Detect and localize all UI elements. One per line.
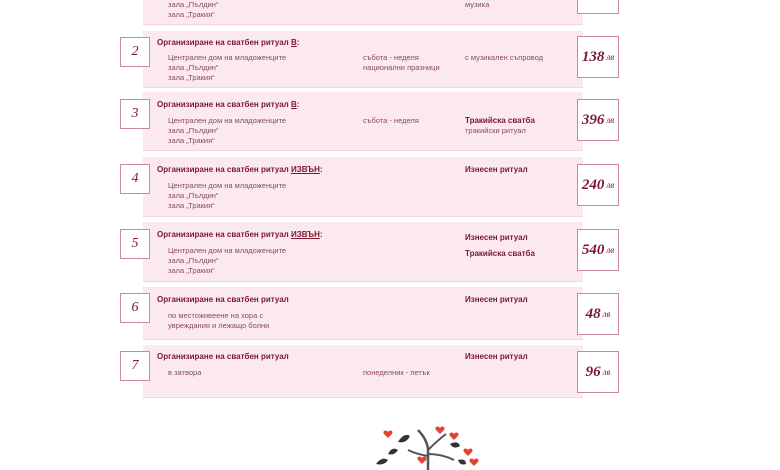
row-days: събота - неделя национални празници [363,53,440,72]
row-venues: Централен дом на младоженците зала „Пълдин“ зала „Тракия“ [168,246,287,275]
row-venues: в затвора [168,368,202,377]
row-extra: Изнесен ритуал [465,295,528,304]
price-amount: 540 [581,241,605,258]
row-extra: Изнесен ритуал Тракийска сватба [465,233,535,258]
row-extra: Изнесен ритуал [465,352,528,361]
price-currency: лв [606,115,615,125]
price-amount: 48 [585,305,601,322]
row-title: Организиране на сватбен ритуал [157,352,289,361]
row-venues: Централен дом на младоженците зала „Пълдин“ зала „Тракия“ [168,116,287,145]
price-box [577,0,619,14]
price-currency: лв [606,245,615,255]
row-number: 3 [120,99,150,129]
row-title: Организиране на сватбен ритуал ИЗВЪН: [157,230,323,239]
price-box [577,351,619,393]
price-amount: 138 [581,48,605,65]
row-venues: Централен дом на младоженците зала „Пълдин“ зала „Тракия“ [168,181,287,210]
price-box [577,99,619,141]
row-number: 7 [120,351,150,381]
price-currency: лв [606,52,615,62]
row-days: понеделник - петък [363,368,430,377]
row-number: 6 [120,293,150,323]
row-number: 2 [120,37,150,67]
row-title: Организиране на сватбен ритуал В: [157,100,300,109]
row-venues: зала „Пълдин“ зала „Тракия“ [168,0,219,19]
price-currency: лв [606,180,615,190]
row-title: Организиране на сватбен ритуал В: [157,38,300,47]
price-box [577,229,619,271]
row-number: 5 [120,229,150,259]
price-box [577,293,619,335]
price-currency: лв [602,367,611,377]
price-amount: 96 [585,363,601,380]
price-amount: 396 [581,111,605,128]
row-extra: музика [465,0,490,9]
row-extra: Тракийска сватба тракийски ритуал [465,116,535,135]
row-title: Организиране на сватбен ритуал [157,295,289,304]
row-title: Организиране на сватбен ритуал ИЗВЪН: [157,165,323,174]
row-venues: по местоживеене на хора с увреждания и лежащо болни [168,311,270,330]
row-number: 4 [120,164,150,194]
price-currency: лв [602,309,611,319]
heart-tree-decoration [368,420,488,470]
row-days: събота - неделя [363,116,419,125]
price-box [577,164,619,206]
row-extra: с музикален съпровод [465,53,543,62]
row-extra: Изнесен ритуал [465,165,528,174]
row-venues: Централен дом на младоженците зала „Пълдин“ зала „Тракия“ [168,53,287,82]
price-box [577,36,619,78]
price-amount: 240 [581,176,605,193]
